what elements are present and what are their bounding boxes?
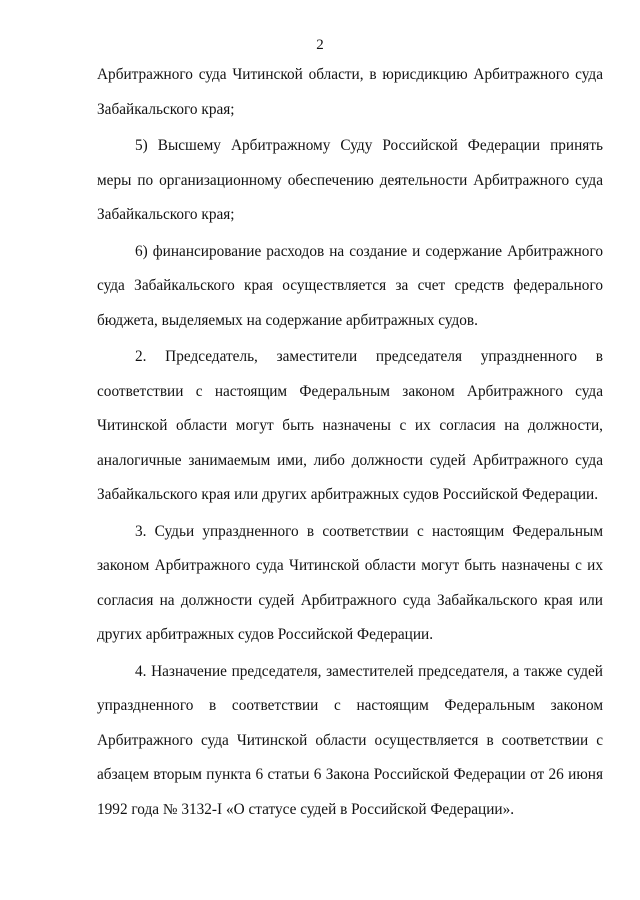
paragraph-clause-2: 2. Председатель, заместители председателя упраздненного в соответствии с настоящим Федеральным законом Арбитражного суда Читинской области могут быть назначены с их согласия на должности, аналогичные занимаемым ими, либо должности судей Арбитражного суда Забайкальского края или других арбитражных судов Российской Федерации. <box>97 348 603 503</box>
paragraph-clause-3: 3. Судьи упраздненного в соответствии с настоящим Федеральным законом Арбитражного суда Читинской области могут быть назначены с их согласия на должности судей Арбитражного суда Забайкальского края или других арбитражных судов Российской Федерации. <box>97 522 603 643</box>
page-number: 2 <box>316 37 324 53</box>
paragraph-item-6: 6) финансирование расходов на создание и содержание Арбитражного суда Забайкальского края осуществляется за счет средств федерального бюджета, выделяемых на содержание арбитражных судов. <box>97 242 603 329</box>
paragraph-clause-4: 4. Назначение председателя, заместителей председателя, а также судей упраздненного в соответствии с настоящим Федеральным законом Арбитражного суда Читинской области осуществляется в соответствии с абзацем вторым пункта 6 статьи 6 Закона Российской Федерации от 26 июня 1992 года № 3132-I «О статусе судей в Российской Федерации». <box>97 662 603 818</box>
paragraph-item-5: 5) Высшему Арбитражному Суду Российской Федерации принять меры по организационному обеспечению деятельности Арбитражного суда Забайкальского края; <box>97 137 603 223</box>
paragraph-continuation: Арбитражного суда Читинской области, в юрисдикцию Арбитражного суда Забайкальского края; <box>97 66 603 118</box>
document-body <box>97 58 603 829</box>
